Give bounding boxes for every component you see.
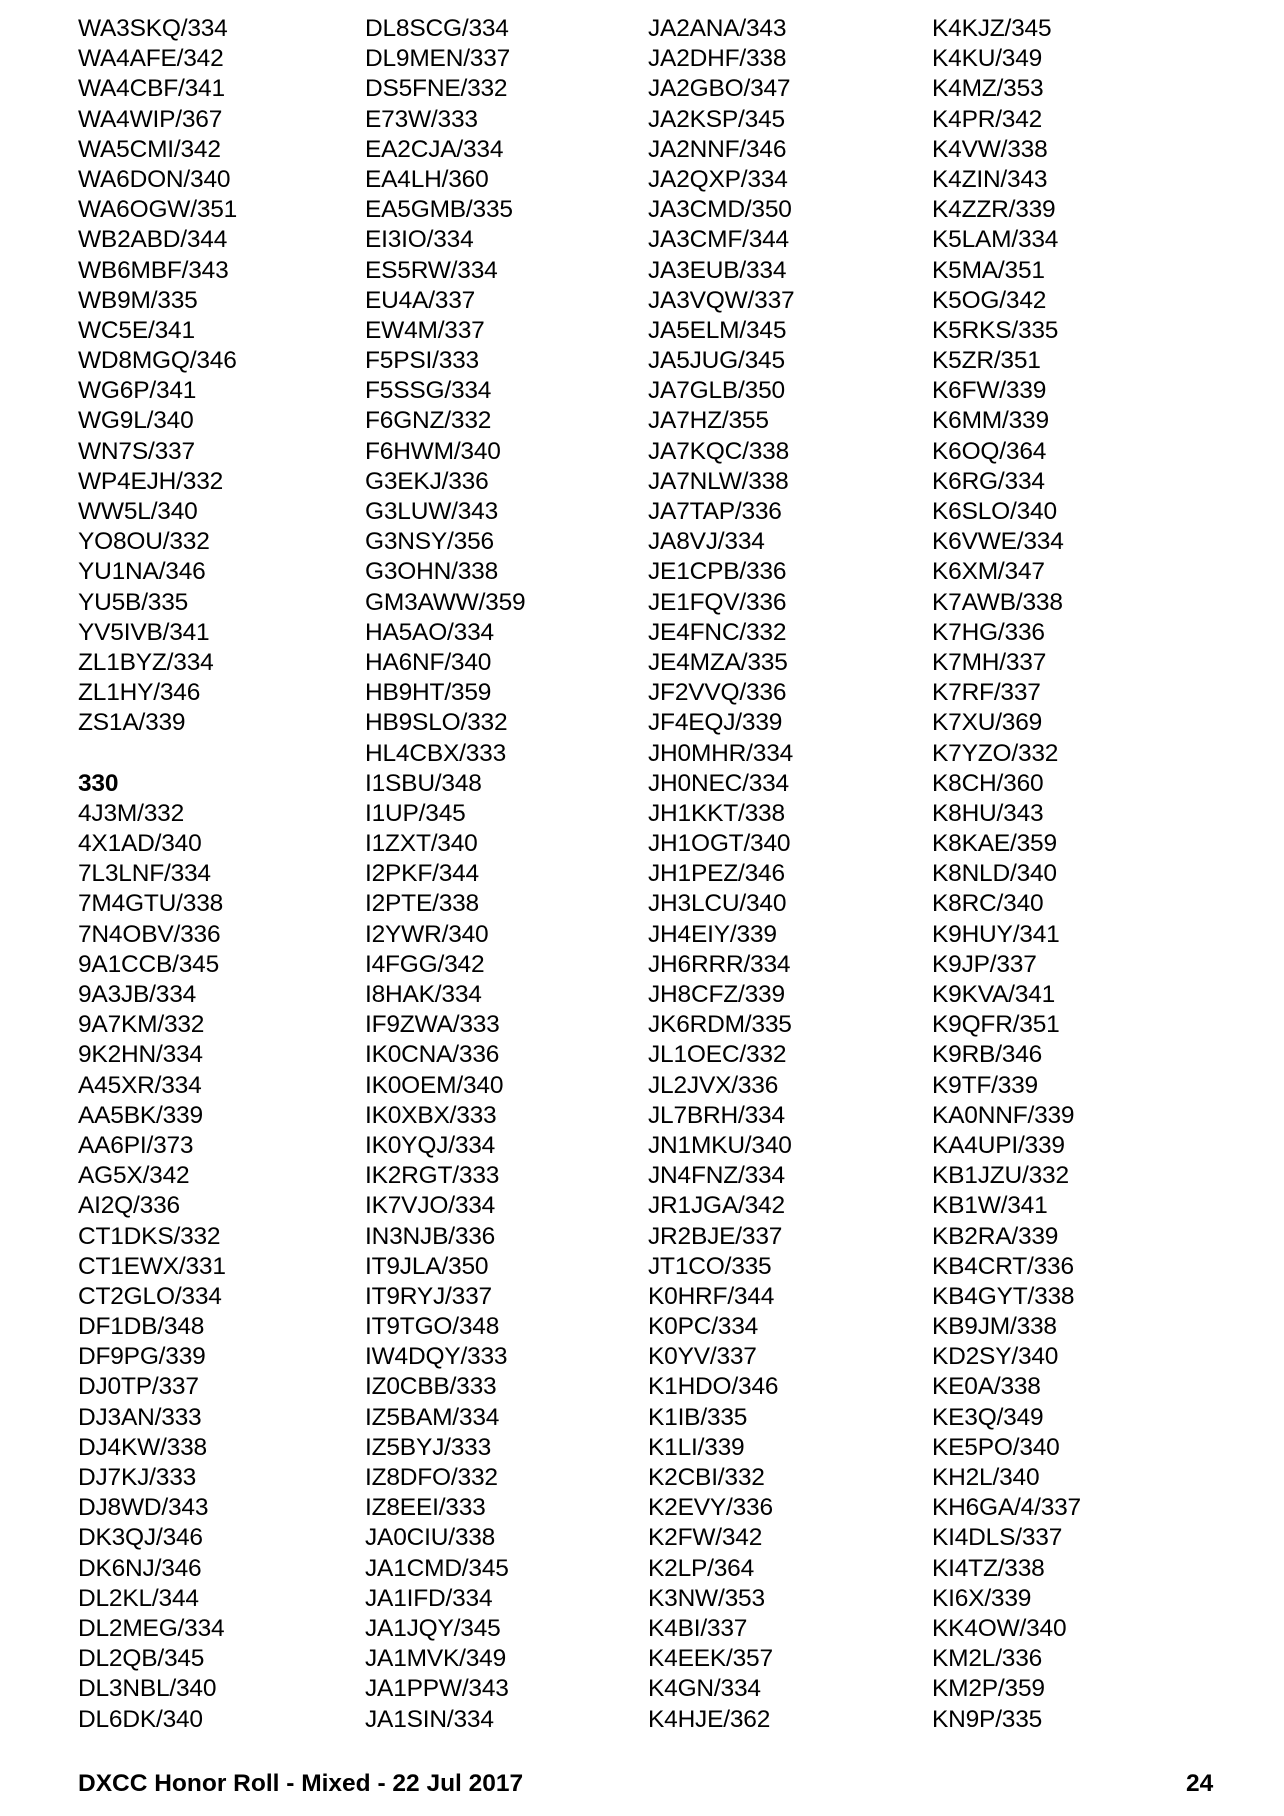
- callsign-entry: JA2DHF/338: [648, 45, 787, 73]
- callsign-entry: EI3IO/334: [365, 226, 474, 254]
- callsign-entry: HA6NF/340: [365, 648, 492, 676]
- callsign-entry: DK6NJ/346: [78, 1554, 202, 1582]
- callsign-entry: K9QFR/351: [932, 1011, 1060, 1039]
- callsign-entry: DL8SCG/334: [365, 15, 509, 42]
- callsign-entry: DL2MEG/334: [78, 1614, 225, 1642]
- callsign-entry: 9A7KM/332: [78, 1011, 205, 1039]
- callsign-entry: F5PSI/333: [365, 347, 479, 375]
- callsign-entry: K9RB/346: [932, 1041, 1043, 1069]
- callsign-entry: KH2L/340: [932, 1464, 1040, 1491]
- callsign-entry: IZ5BYJ/333: [365, 1433, 492, 1461]
- callsign-entry: KD2SY/340: [932, 1343, 1059, 1371]
- callsign-entry: WG9L/340: [78, 407, 194, 435]
- callsign-entry: JA2GBO/347: [648, 75, 791, 103]
- callsign-entry: IT9TGO/348: [365, 1313, 500, 1341]
- callsign-entry: JH4EIY/339: [648, 920, 777, 948]
- callsign-entry: JH1PEZ/346: [648, 860, 785, 888]
- callsign-entry: K8HU/343: [932, 799, 1044, 827]
- callsign-entry: HB9HT/359: [365, 679, 492, 707]
- callsign-entry: JA2KSP/345: [648, 105, 785, 133]
- callsign-entry: DL2KL/344: [78, 1584, 199, 1612]
- callsign-entry: K8RC/340: [932, 890, 1044, 918]
- callsign-entry: G3NSY/356: [365, 528, 494, 556]
- callsign-entry: JA1JQY/345: [365, 1614, 501, 1642]
- callsign-entry: JA7NLW/338: [648, 467, 789, 495]
- callsign-entry: K5ZR/351: [932, 347, 1041, 375]
- callsign-entry: JL2JVX/336: [648, 1071, 779, 1099]
- callsign-entry: K4KU/349: [932, 45, 1043, 73]
- callsign-entry: K4EEK/357: [648, 1645, 773, 1673]
- callsign-entry: WB2ABD/344: [78, 226, 228, 254]
- callsign-entry: K4ZIN/343: [932, 165, 1048, 193]
- callsign-entry: JA7GLB/350: [648, 377, 785, 405]
- column-1: [78, 14, 358, 1735]
- callsign-entry: EA4LH/360: [365, 165, 489, 193]
- callsign-entry: JF2VVQ/336: [648, 679, 787, 707]
- callsign-entry: JA1MVK/349: [365, 1645, 506, 1673]
- callsign-entry: JA1IFD/334: [365, 1584, 493, 1612]
- callsign-entry: K9KVA/341: [932, 981, 1056, 1008]
- callsign-entry: JH8CFZ/339: [648, 981, 785, 1008]
- callsign-entry: K6OQ/364: [932, 437, 1047, 465]
- callsign-entry: K1HDO/346: [648, 1373, 779, 1401]
- callsign-entry: JA2NNF/346: [648, 135, 787, 163]
- callsign-entry: YO8OU/332: [78, 528, 210, 556]
- callsign-entry: IK0CNA/336: [365, 1041, 500, 1069]
- callsign-entry: KI4DLS/337: [932, 1524, 1063, 1552]
- callsign-entry: JA7KQC/338: [648, 437, 789, 465]
- callsign-entry: ES5RW/334: [365, 256, 498, 284]
- callsign-entry: JA5ELM/345: [648, 316, 787, 344]
- callsign-entry: WA3SKQ/334: [78, 15, 228, 42]
- callsign-entry: IZ5BAM/334: [365, 1403, 500, 1431]
- callsign-entry: K4PR/342: [932, 105, 1043, 133]
- callsign-entry: KB4GYT/338: [932, 1282, 1075, 1310]
- callsign-entry: HA5AO/334: [365, 618, 494, 646]
- callsign-entry: KH6GA/4/337: [932, 1494, 1081, 1522]
- callsign-entry: KB2RA/339: [932, 1222, 1059, 1250]
- callsign-entry: KA4UPI/339: [932, 1131, 1065, 1159]
- callsign-entry: IW4DQY/333: [365, 1343, 508, 1371]
- callsign-entry: JH0NEC/334: [648, 769, 789, 797]
- callsign-entry: JH1OGT/340: [648, 830, 791, 858]
- callsign-entry: I1UP/345: [365, 799, 466, 827]
- callsign-entry: K1LI/339: [648, 1433, 745, 1461]
- callsign-entry: WA6DON/340: [78, 165, 231, 193]
- callsign-entry: JA3CMD/350: [648, 196, 792, 224]
- callsign-entry: KK4OW/340: [932, 1614, 1067, 1642]
- callsign-entry: F6HWM/340: [365, 437, 501, 465]
- callsign-entry: KB1W/341: [932, 1192, 1048, 1220]
- callsign-entry: JA7TAP/336: [648, 498, 782, 525]
- callsign-entry: ZL1HY/346: [78, 679, 201, 707]
- callsign-entry: WG6P/341: [78, 377, 197, 405]
- callsign-entry: JE4FNC/332: [648, 618, 787, 646]
- callsign-entry: DL9MEN/337: [365, 45, 511, 73]
- callsign-entry: JA7HZ/355: [648, 407, 769, 435]
- callsign-entry: 9A1CCB/345: [78, 950, 220, 978]
- callsign-entry: K4GN/334: [648, 1675, 761, 1703]
- callsign-entry: KB4CRT/336: [932, 1252, 1074, 1280]
- callsign-entry: WB6MBF/343: [78, 256, 229, 284]
- callsign-entry: K2CBI/332: [648, 1464, 765, 1491]
- callsign-entry: 9A3JB/334: [78, 981, 197, 1008]
- callsign-entry: DK3QJ/346: [78, 1524, 203, 1552]
- page-number: 24: [1186, 1770, 1214, 1797]
- section-heading: 330: [78, 769, 119, 797]
- callsign-entry: DJ8WD/343: [78, 1494, 209, 1522]
- callsign-entry: K2FW/342: [648, 1524, 763, 1552]
- callsign-entry: JH0MHR/334: [648, 739, 794, 767]
- callsign-entry: KM2L/336: [932, 1645, 1043, 1673]
- callsign-entry: WA6OGW/351: [78, 196, 238, 224]
- callsign-entry: JF4EQJ/339: [648, 709, 783, 737]
- callsign-entry: K3NW/353: [648, 1584, 765, 1612]
- callsign-entry: K7YZO/332: [932, 739, 1059, 767]
- callsign-entry: DL3NBL/340: [78, 1675, 217, 1703]
- callsign-entry: JE1CPB/336: [648, 558, 787, 586]
- callsign-entry: YU5B/335: [78, 588, 189, 616]
- callsign-entry: JA3EUB/334: [648, 256, 787, 284]
- callsign-entry: KE0A/338: [932, 1373, 1041, 1401]
- callsign-entry: JA2QXP/334: [648, 165, 788, 193]
- callsign-entry: IF9ZWA/333: [365, 1011, 500, 1039]
- callsign-entry: K6VWE/334: [932, 528, 1064, 556]
- callsign-entry: K0YV/337: [648, 1343, 757, 1371]
- callsign-entry: EA2CJA/334: [365, 135, 504, 163]
- callsign-entry: JH6RRR/334: [648, 950, 791, 978]
- callsign-entry: G3OHN/338: [365, 558, 499, 586]
- callsign-entry: JN4FNZ/334: [648, 1162, 785, 1190]
- callsign-entry: K6MM/339: [932, 407, 1049, 435]
- callsign-entry: WC5E/341: [78, 316, 195, 344]
- callsign-entry: CT1EWX/331: [78, 1252, 226, 1280]
- callsign-entry: AI2Q/336: [78, 1192, 180, 1220]
- callsign-entry: F5SSG/334: [365, 377, 492, 405]
- callsign-entry: WA4CBF/341: [78, 75, 225, 103]
- callsign-entry: IK0OEM/340: [365, 1071, 504, 1099]
- column-3: [648, 14, 928, 1735]
- callsign-entry: K4BI/337: [648, 1614, 748, 1642]
- callsign-entry: I1ZXT/340: [365, 830, 478, 858]
- callsign-entry: K4MZ/353: [932, 75, 1044, 103]
- callsign-entry: I2PTE/338: [365, 890, 479, 918]
- callsign-entry: JR1JGA/342: [648, 1192, 785, 1220]
- callsign-entry: JK6RDM/335: [648, 1011, 792, 1039]
- callsign-entry: CT1DKS/332: [78, 1222, 221, 1250]
- callsign-entry: K9TF/339: [932, 1071, 1038, 1099]
- callsign-entry: KN9P/335: [932, 1705, 1043, 1733]
- callsign-entry: K1IB/335: [648, 1403, 748, 1431]
- callsign-entry: I2YWR/340: [365, 920, 489, 948]
- callsign-entry: K6RG/334: [932, 467, 1045, 495]
- callsign-entry: EU4A/337: [365, 286, 476, 314]
- callsign-entry: K7AWB/338: [932, 588, 1063, 616]
- callsign-entry: JA3VQW/337: [648, 286, 795, 314]
- callsign-entry: WP4EJH/332: [78, 467, 224, 495]
- callsign-entry: ZS1A/339: [78, 709, 186, 737]
- callsign-entry: JA1CMD/345: [365, 1554, 509, 1582]
- callsign-entry: WA4WIP/367: [78, 105, 223, 133]
- callsign-entry: IT9JLA/350: [365, 1252, 489, 1280]
- callsign-entry: KB9JM/338: [932, 1313, 1057, 1341]
- callsign-entry: K8NLD/340: [932, 860, 1057, 888]
- callsign-entry: K7XU/369: [932, 709, 1043, 737]
- callsign-entry: JN1MKU/340: [648, 1131, 792, 1159]
- callsign-entry: KI6X/339: [932, 1584, 1032, 1612]
- callsign-entry: YU1NA/346: [78, 558, 206, 586]
- callsign-entry: JT1CO/335: [648, 1252, 772, 1280]
- callsign-entry: EW4M/337: [365, 316, 485, 344]
- callsign-entry: WW5L/340: [78, 498, 198, 525]
- callsign-entry: K4HJE/362: [648, 1705, 771, 1733]
- callsign-entry: YV5IVB/341: [78, 618, 210, 646]
- callsign-entry: AA5BK/339: [78, 1101, 203, 1129]
- callsign-entry: DL6DK/340: [78, 1705, 203, 1733]
- callsign-entry: WN7S/337: [78, 437, 195, 465]
- callsign-entry: KE5PO/340: [932, 1433, 1060, 1461]
- callsign-entry: K5OG/342: [932, 286, 1047, 314]
- callsign-entry: JA2ANA/343: [648, 15, 787, 42]
- callsign-entry: G3LUW/343: [365, 498, 499, 525]
- callsign-entry: KI4TZ/338: [932, 1554, 1045, 1582]
- callsign-entry: K0PC/334: [648, 1313, 759, 1341]
- callsign-entry: K0HRF/344: [648, 1282, 775, 1310]
- callsign-entry: IT9RYJ/337: [365, 1282, 492, 1310]
- callsign-entry: HL4CBX/333: [365, 739, 507, 767]
- callsign-entry: E73W/333: [365, 105, 478, 133]
- callsign-entry: DF1DB/348: [78, 1313, 205, 1341]
- callsign-entry: KE3Q/349: [932, 1403, 1044, 1431]
- callsign-entry: AG5X/342: [78, 1162, 190, 1190]
- callsign-entry: JR2BJE/337: [648, 1222, 783, 1250]
- callsign-entry: A45XR/334: [78, 1071, 202, 1099]
- callsign-entry: K6SLO/340: [932, 498, 1057, 525]
- callsign-entry: K9HUY/341: [932, 920, 1060, 948]
- callsign-entry: WA5CMI/342: [78, 135, 221, 163]
- callsign-entry: K4VW/338: [932, 135, 1048, 163]
- column-4: [932, 14, 1212, 1735]
- callsign-entry: 7N4OBV/336: [78, 920, 221, 948]
- callsign-entry: G3EKJ/336: [365, 467, 489, 495]
- callsign-entry: DJ4KW/338: [78, 1433, 207, 1461]
- callsign-entry: K7RF/337: [932, 679, 1041, 707]
- callsign-entry: 4J3M/332: [78, 799, 184, 827]
- callsign-entry: IK0XBX/333: [365, 1101, 497, 1129]
- callsign-entry: JE4MZA/335: [648, 648, 788, 676]
- callsign-entry: F6GNZ/332: [365, 407, 492, 435]
- callsign-entry: K4ZZR/339: [932, 196, 1056, 224]
- callsign-entry: I2PKF/344: [365, 860, 479, 888]
- callsign-entry: IN3NJB/336: [365, 1222, 496, 1250]
- callsign-entry: K9JP/337: [932, 950, 1037, 978]
- callsign-entry: K2EVY/336: [648, 1494, 773, 1522]
- callsign-entry: ZL1BYZ/334: [78, 648, 214, 676]
- callsign-entry: CT2GLO/334: [78, 1282, 222, 1310]
- column-2: [365, 14, 645, 1735]
- callsign-entry: JA1PPW/343: [365, 1675, 509, 1703]
- callsign-entry: HB9SLO/332: [365, 709, 508, 737]
- callsign-entry: WD8MGQ/346: [78, 347, 237, 375]
- callsign-entry: DL2QB/345: [78, 1645, 205, 1673]
- callsign-entry: JA8VJ/334: [648, 528, 765, 556]
- callsign-entry: IZ8EEI/333: [365, 1494, 486, 1522]
- callsign-entry: DJ3AN/333: [78, 1403, 202, 1431]
- callsign-entry: 7M4GTU/338: [78, 890, 224, 918]
- callsign-entry: K7MH/337: [932, 648, 1047, 676]
- callsign-entry: IK0YQJ/334: [365, 1131, 496, 1159]
- callsign-entry: IZ0CBB/333: [365, 1373, 497, 1401]
- callsign-entry: K5MA/351: [932, 256, 1045, 284]
- callsign-entry: K4KJZ/345: [932, 15, 1052, 42]
- callsign-entry: K7HG/336: [932, 618, 1045, 646]
- callsign-entry: IK7VJO/334: [365, 1192, 496, 1220]
- callsign-entry: K2LP/364: [648, 1554, 755, 1582]
- callsign-entry: JL7BRH/334: [648, 1101, 785, 1129]
- callsign-entry: KB1JZU/332: [932, 1162, 1069, 1190]
- callsign-entry: K8KAE/359: [932, 830, 1057, 858]
- callsign-entry: DJ0TP/337: [78, 1373, 199, 1401]
- callsign-entry: DF9PG/339: [78, 1343, 206, 1371]
- callsign-entry: KA0NNF/339: [932, 1101, 1075, 1129]
- callsign-entry: JA1SIN/334: [365, 1705, 494, 1733]
- callsign-entry: DJ7KJ/333: [78, 1464, 197, 1491]
- callsign-entry: JA5JUG/345: [648, 347, 785, 375]
- callsign-entry: JE1FQV/336: [648, 588, 787, 616]
- callsign-entry: K8CH/360: [932, 769, 1044, 797]
- callsign-entry: JH1KKT/338: [648, 799, 785, 827]
- callsign-entry: JA0CIU/338: [365, 1524, 496, 1552]
- callsign-entry: K6FW/339: [932, 377, 1047, 405]
- callsign-entry: IZ8DFO/332: [365, 1464, 498, 1491]
- callsign-entry: I1SBU/348: [365, 769, 482, 797]
- blank-line: [78, 739, 358, 769]
- callsign-entry: IK2RGT/333: [365, 1162, 500, 1190]
- callsign-entry: K5RKS/335: [932, 316, 1059, 344]
- callsign-entry: 9K2HN/334: [78, 1041, 203, 1069]
- callsign-entry: JA3CMF/344: [648, 226, 789, 254]
- callsign-entry: EA5GMB/335: [365, 196, 513, 224]
- callsign-entry: JH3LCU/340: [648, 890, 787, 918]
- callsign-entry: DS5FNE/332: [365, 75, 508, 103]
- callsign-entry: WB9M/335: [78, 286, 198, 314]
- callsign-entry: WA4AFE/342: [78, 45, 224, 73]
- footer-title: DXCC Honor Roll - Mixed - 22 Jul 2017: [78, 1770, 524, 1797]
- callsign-entry: I8HAK/334: [365, 981, 482, 1008]
- callsign-entry: K5LAM/334: [932, 226, 1059, 254]
- callsign-entry: GM3AWW/359: [365, 588, 526, 616]
- callsign-entry: JL1OEC/332: [648, 1041, 787, 1069]
- callsign-entry: 7L3LNF/334: [78, 860, 211, 888]
- callsign-entry: I4FGG/342: [365, 950, 485, 978]
- callsign-entry: AA6PI/373: [78, 1131, 194, 1159]
- callsign-entry: K6XM/347: [932, 558, 1045, 586]
- callsign-entry: KM2P/359: [932, 1675, 1045, 1703]
- callsign-entry: 4X1AD/340: [78, 830, 202, 858]
